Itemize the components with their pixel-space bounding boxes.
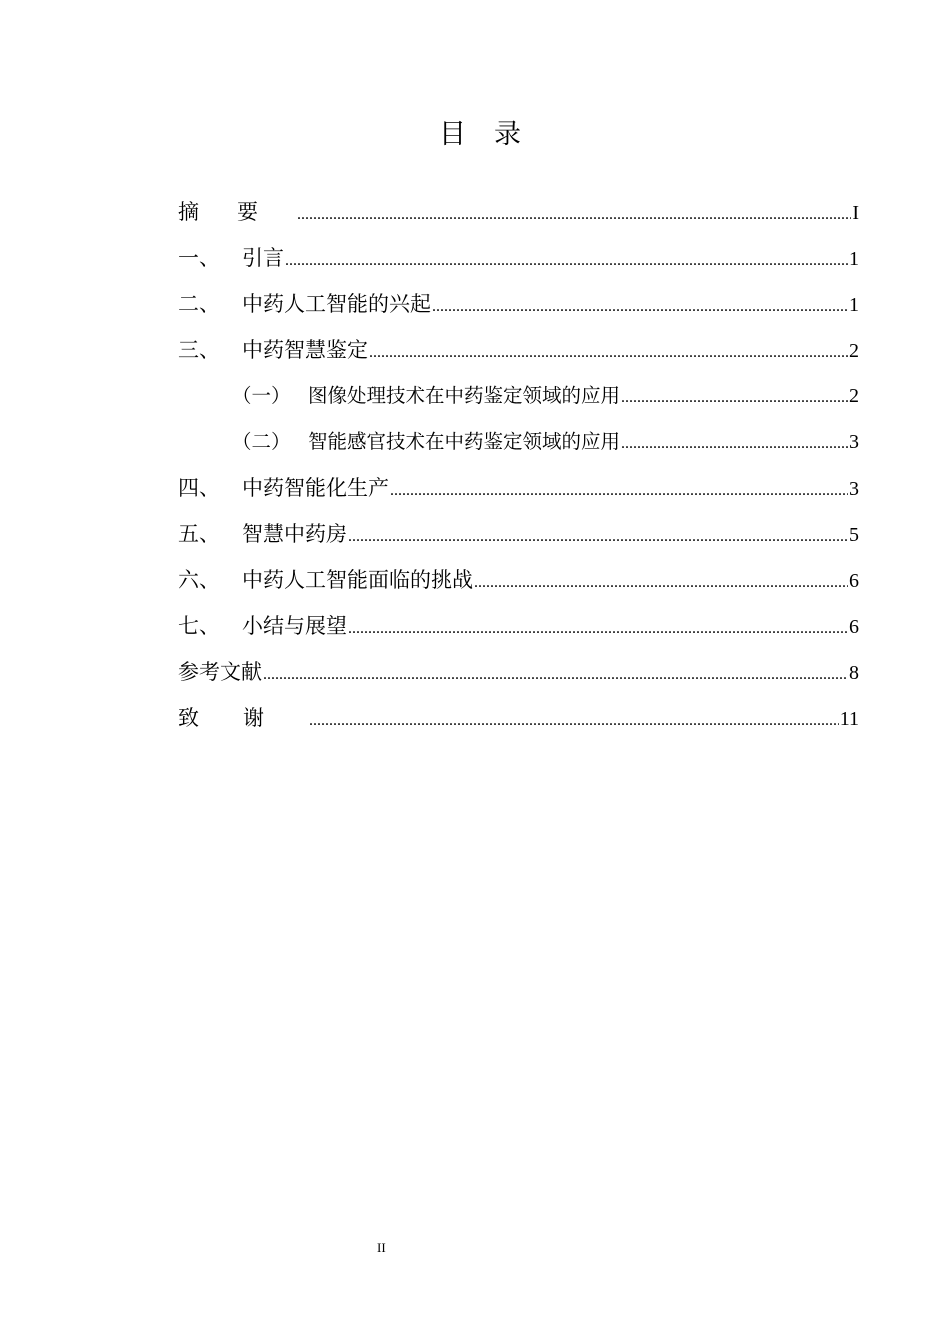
toc-entry-summary[interactable]: [178, 609, 859, 655]
toc-entry-text: 智慧中药房: [242, 522, 347, 546]
toc-entry-text: 图像处理技术在中药鉴定领域的应用: [308, 384, 621, 407]
toc-entry-references[interactable]: [178, 655, 859, 701]
toc-entry-text: 中药智能化生产: [242, 476, 389, 500]
toc-entry-production[interactable]: [178, 471, 859, 517]
toc-leader-dots: [621, 381, 848, 415]
toc-leader-dots: [297, 198, 851, 232]
toc-entry-page: 8: [849, 662, 859, 684]
toc-entry-pharmacy[interactable]: [178, 517, 859, 563]
toc-entry-page: 11: [839, 708, 859, 730]
toc-entry-page: 3: [849, 431, 859, 453]
toc-entry-number: （二）: [232, 430, 291, 453]
toc-entry-challenges[interactable]: [178, 563, 859, 609]
toc-entry-acknowledgements[interactable]: [178, 701, 859, 747]
toc-subentry-intelligent-senses[interactable]: [178, 425, 859, 471]
toc-entry-page: I: [852, 202, 859, 224]
toc-entry-introduction[interactable]: [178, 241, 859, 287]
toc-entry-page: 2: [849, 340, 859, 362]
toc-entry-number: 三、: [178, 338, 220, 362]
toc-entry-text: 中药智慧鉴定: [242, 338, 368, 362]
toc-entry-number: 五、: [178, 522, 220, 546]
toc-entry-text: 引言: [242, 246, 284, 270]
toc-leader-dots: [390, 474, 848, 508]
toc-entry-number: 七、: [178, 614, 220, 638]
toc-leader-dots: [369, 336, 848, 370]
toc-entry-page: 3: [849, 478, 859, 500]
toc-entry-identification[interactable]: [178, 333, 859, 379]
toc-leader-dots: [348, 612, 848, 646]
toc-entry-page: 6: [849, 616, 859, 638]
toc-entry-text: 智能感官技术在中药鉴定领域的应用: [308, 430, 621, 453]
toc-list: [178, 195, 859, 747]
toc-entry-text: 摘要: [178, 200, 296, 224]
toc-entry-text: 中药人工智能面临的挑战: [242, 568, 473, 592]
toc-entry-page: 2: [849, 385, 859, 407]
toc-entry-rise[interactable]: [178, 287, 859, 333]
toc-title: 目录: [439, 119, 549, 150]
toc-leader-dots: [285, 244, 848, 278]
toc-leader-dots: [621, 427, 848, 461]
toc-leader-dots: [474, 566, 848, 600]
toc-leader-dots: [263, 658, 848, 692]
toc-entry-number: 六、: [178, 568, 220, 592]
toc-entry-page: 1: [849, 248, 859, 270]
toc-entry-number: 一、: [178, 246, 220, 270]
toc-entry-abstract[interactable]: [178, 195, 859, 241]
toc-entry-text: 中药人工智能的兴起: [242, 292, 431, 316]
toc-entry-text: 小结与展望: [242, 614, 347, 638]
toc-leader-dots: [432, 290, 848, 324]
toc-entry-page: 1: [849, 294, 859, 316]
footer-page-number: II: [377, 1240, 386, 1255]
toc-leader-dots: [309, 704, 839, 738]
toc-entry-text: 致谢: [178, 706, 308, 730]
toc-subentry-image-processing[interactable]: [178, 379, 859, 425]
toc-entry-number: 四、: [178, 476, 220, 500]
toc-entry-page: 6: [849, 570, 859, 592]
toc-entry-number: （一）: [232, 384, 291, 407]
toc-entry-text: 参考文献: [178, 660, 262, 684]
toc-entry-number: 二、: [178, 292, 220, 316]
toc-entry-page: 5: [849, 524, 859, 546]
toc-leader-dots: [348, 520, 848, 554]
